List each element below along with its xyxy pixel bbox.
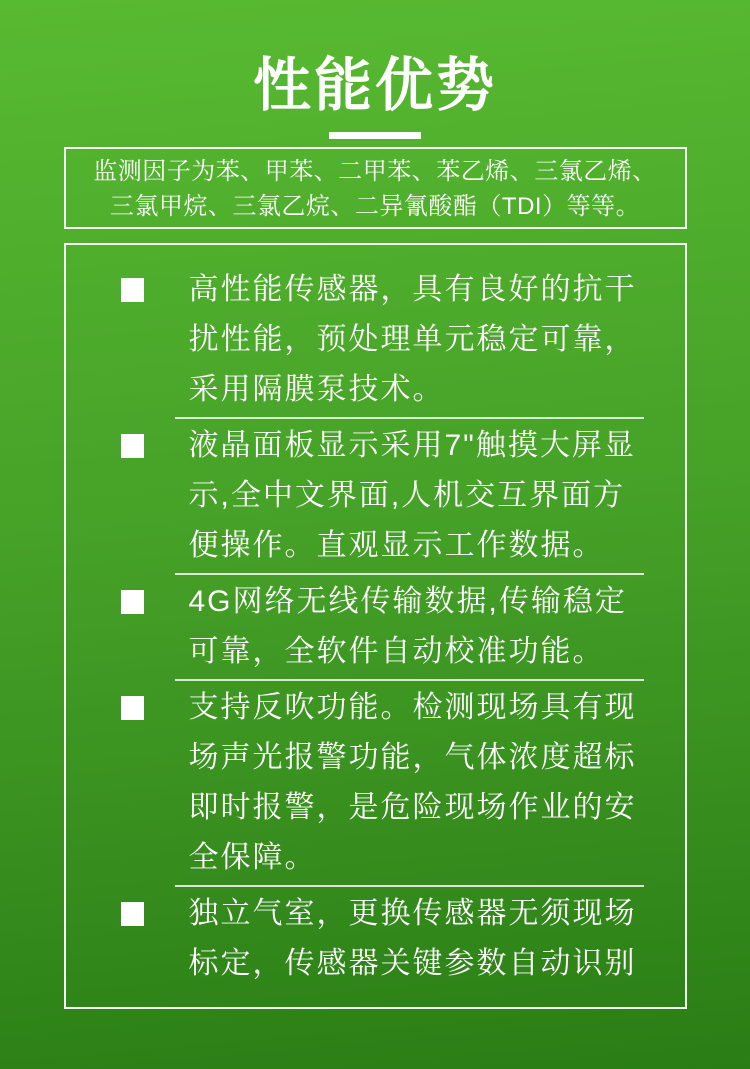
features-list (66, 265, 685, 989)
monitoring-factors-line-2: 三氯甲烷、三氯乙烷、二异氰酸酯（TDI）等等。 (109, 192, 641, 220)
feature-item (66, 265, 685, 415)
square-bullet-icon (121, 902, 144, 926)
feature-separator (175, 885, 644, 887)
feature-text: 4G网络无线传输数据,传输稳定可靠，全软件自动校准功能。 (188, 584, 627, 668)
feature-separator (175, 417, 644, 419)
feature-separator (175, 573, 644, 575)
square-bullet-icon (121, 434, 144, 458)
feature-separator (175, 679, 644, 681)
square-bullet-icon (121, 278, 144, 302)
feature-text: 高性能传感器，具有良好的抗干扰性能，预处理单元稳定可靠，采用隔膜泵技术。 (188, 272, 637, 406)
square-bullet-icon (121, 590, 144, 614)
feature-text: 支持反吹功能。检测现场具有现场声光报警功能，气体浓度超标即时报警，是危险现场作业的安全保障。 (188, 690, 637, 874)
square-bullet-icon (121, 696, 144, 720)
feature-item (66, 683, 685, 883)
features-box (64, 243, 687, 1009)
monitoring-factors-box (64, 147, 687, 229)
monitoring-factors-line-1: 监测因子为苯、甲苯、二甲苯、苯乙烯、三氯乙烯、 (93, 157, 657, 185)
feature-item (66, 421, 685, 571)
feature-item (66, 577, 685, 677)
page-title: 性能优势 (252, 53, 497, 118)
feature-text: 独立气室，更换传感器无须现场标定，传感器关键参数自动识别 (188, 896, 637, 980)
feature-text: 液晶面板显示采用7"触摸大屏显示,全中文界面,人机交互界面方便操作。直观显示工作数据。 (188, 428, 636, 562)
feature-item (66, 889, 685, 989)
title-underline-divider (329, 132, 421, 139)
